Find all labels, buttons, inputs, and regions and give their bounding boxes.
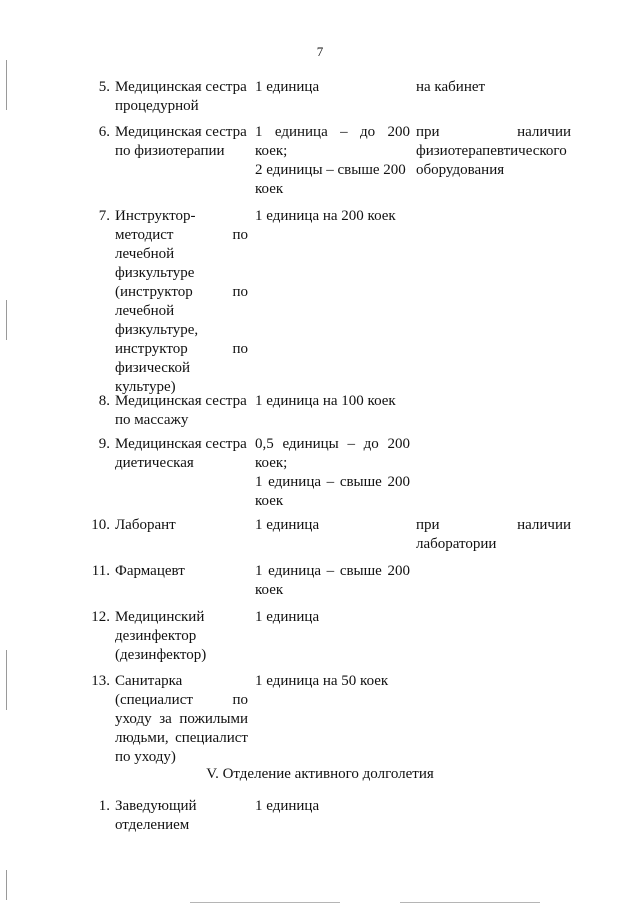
- scan-margin-mark: [6, 870, 7, 900]
- staffing-norm: [255, 562, 410, 600]
- position-name: [115, 516, 248, 535]
- position-line: дезинфектор: [115, 628, 197, 644]
- position-name: [115, 672, 248, 767]
- staffing-norm: [255, 123, 410, 199]
- staffing-norm: [255, 516, 410, 535]
- scan-bottom-edge: [400, 902, 540, 903]
- norm-line: 1 единица на 50 коек: [255, 673, 389, 689]
- norm-line: 1 единица – до 200: [255, 124, 410, 140]
- norm-line: 1 единица: [255, 798, 320, 814]
- row-number: 7.: [98, 208, 110, 224]
- row-number: 12.: [91, 609, 110, 625]
- scan-margin-mark: [6, 300, 7, 340]
- norm-line: коек: [255, 493, 284, 509]
- row-number: 8.: [98, 393, 110, 409]
- norm-line: 2 единицы – свыше 200: [255, 162, 406, 178]
- row-number: 9.: [98, 436, 110, 452]
- position-line: отделением: [115, 817, 190, 833]
- position-name: [115, 562, 248, 581]
- position-name: [115, 797, 248, 835]
- staffing-norm: [255, 207, 410, 226]
- norm-line: 1 единица: [255, 609, 320, 625]
- position-line: лечебной: [115, 246, 175, 262]
- position-line: по физиотерапии: [115, 143, 225, 159]
- position-name: [115, 207, 248, 397]
- row-number: 5.: [98, 79, 110, 95]
- position-line: (специалист по: [115, 692, 248, 708]
- norm-line: 1 единица: [255, 517, 320, 533]
- staffing-norm: [255, 435, 410, 511]
- norm-line: коек;: [255, 455, 288, 471]
- position-line: лечебной: [115, 303, 175, 319]
- norm-line: 1 единица – свыше 200: [255, 474, 410, 490]
- row-number: 11.: [91, 563, 110, 579]
- row-note: [416, 123, 571, 180]
- position-line: Фармацевт: [115, 563, 185, 579]
- norm-line: коек: [255, 582, 284, 598]
- staffing-norm: [255, 797, 410, 816]
- position-line: методист по: [115, 227, 248, 243]
- position-line: Санитарка: [115, 673, 183, 689]
- norm-line: 1 единица: [255, 79, 320, 95]
- staffing-norm: [255, 392, 410, 411]
- norm-line: коек: [255, 181, 284, 197]
- position-line: процедурной: [115, 98, 199, 114]
- position-name: [115, 608, 248, 665]
- position-line: людьми, специалист: [115, 730, 248, 746]
- position-name: [115, 435, 248, 473]
- row-number: 10.: [91, 517, 110, 533]
- row-number: 6.: [98, 124, 110, 140]
- position-line: Заведующий: [115, 798, 197, 814]
- note-line: при наличии: [416, 517, 571, 533]
- note-line: на кабинет: [416, 79, 486, 95]
- norm-line: 0,5 единицы – до 200: [255, 436, 410, 452]
- note-line: физиотерапевтического: [416, 143, 567, 159]
- scan-margin-mark: [6, 650, 7, 710]
- scan-margin-mark: [6, 60, 7, 110]
- staffing-norm: [255, 672, 410, 691]
- position-line: Медицинская сестра: [115, 124, 247, 140]
- position-line: Медицинская сестра: [115, 79, 247, 95]
- row-number: 1.: [98, 798, 110, 814]
- position-line: Медицинская сестра: [115, 393, 247, 409]
- scan-bottom-edge: [190, 902, 340, 903]
- norm-line: 1 единица на 200 коек: [255, 208, 396, 224]
- note-line: лаборатории: [416, 536, 497, 552]
- position-line: Инструктор-: [115, 208, 196, 224]
- row-note: [416, 78, 571, 97]
- position-line: физкультуре: [115, 265, 195, 281]
- position-name: [115, 123, 248, 161]
- position-line: (дезинфектор): [115, 647, 207, 663]
- staffing-norm: [255, 608, 410, 627]
- position-line: по уходу): [115, 749, 176, 765]
- note-line: оборудования: [416, 162, 505, 178]
- row-note: [416, 516, 571, 554]
- position-line: физкультуре,: [115, 322, 199, 338]
- position-line: диетическая: [115, 455, 194, 471]
- position-line: Медицинский: [115, 609, 205, 625]
- staffing-norm: [255, 78, 410, 97]
- row-number: 13.: [91, 673, 110, 689]
- position-line: культуре): [115, 379, 176, 395]
- page-number: 7: [316, 44, 324, 59]
- note-line: при наличии: [416, 124, 571, 140]
- section-title: V. Отделение активного долголетия: [206, 766, 434, 782]
- norm-line: коек;: [255, 143, 288, 159]
- position-line: инструктор по: [115, 341, 248, 357]
- norm-line: 1 единица на 100 коек: [255, 393, 396, 409]
- norm-line: 1 единица – свыше 200: [255, 563, 410, 579]
- position-line: Медицинская сестра: [115, 436, 247, 452]
- position-line: по массажу: [115, 412, 189, 428]
- position-name: [115, 392, 248, 430]
- position-line: Лаборант: [115, 517, 176, 533]
- position-name: [115, 78, 248, 116]
- position-line: физической: [115, 360, 190, 376]
- position-line: (инструктор по: [115, 284, 248, 300]
- position-line: уходу за пожилыми: [115, 711, 248, 727]
